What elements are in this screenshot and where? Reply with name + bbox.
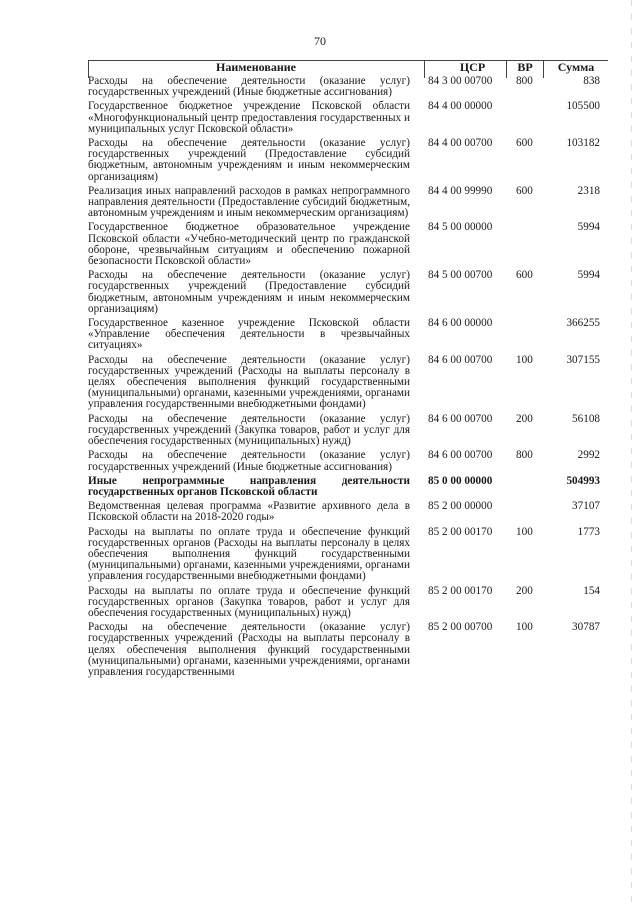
row-csr: 84 3 00 00700 — [428, 75, 493, 87]
table-header — [88, 58, 608, 76]
row-name: Расходы на выплаты по оплате труда и обеспечение функций государственных органов (Расходы на выплаты персоналу в целях обеспечения выполнения функций государственными (муниципальными) органами, казенными учреждениями, органами управления государственными внебюджетными фондами) — [88, 525, 410, 583]
row-name: Расходы на обеспечение деятельности (оказание услуг) государственных учреждений (Расходы на выплаты персоналу в целях обеспечения выполнения функций государственными (муниципальными) органами, казенными учреждениями, органами управления государственными внебюджетными фондами) — [88, 353, 410, 411]
row-sum: 5994 — [577, 269, 600, 282]
row-vr: 600 — [516, 269, 533, 282]
row-vr: 800 — [516, 75, 533, 87]
budget-table — [88, 58, 608, 678]
row-vr: 200 — [516, 584, 533, 597]
table-row — [88, 355, 608, 411]
row-vr: 100 — [516, 525, 533, 538]
table-row — [88, 222, 608, 267]
row-csr: 84 6 00 00000 — [428, 317, 493, 330]
row-sum: 366255 — [566, 317, 600, 330]
table-row — [88, 414, 608, 448]
scan-edge — [631, 0, 632, 905]
row-vr: 800 — [516, 449, 533, 462]
row-name: Государственное бюджетное образовательное учреждение Псковской области «Учебно-методический центр по гражданской обороне, чрезвычайным ситуациям и обеспечению пожарной безопасности Псковской области» — [88, 221, 410, 268]
row-sum: 2318 — [577, 184, 600, 197]
row-csr: 85 2 00 00000 — [428, 500, 493, 513]
row-vr: 200 — [516, 412, 533, 425]
row-name: Ведомственная целевая программа «Развитие архивного дела в Псковской области на 2018-2020 годы» — [88, 500, 410, 524]
row-sum: 56108 — [572, 412, 600, 425]
row-name: Расходы на выплаты по оплате труда и обеспечение функций государственных органов (Закупка товаров, работ и услуг для обеспечения государственных (муниципальных) нужд) — [88, 584, 410, 619]
row-sum: 2992 — [577, 449, 600, 462]
row-csr: 85 0 00 00000 — [428, 474, 493, 487]
row-sum: 103182 — [566, 137, 600, 150]
row-sum: 5994 — [577, 221, 600, 234]
table-row — [88, 476, 608, 498]
table-row — [88, 586, 608, 620]
table-row — [88, 622, 608, 678]
row-name: Расходы на обеспечение деятельности (оказание услуг) государственных учреждений (Предоставление субсидий бюджетным, автономным учреждениям и иным некоммерческим организациям) — [88, 269, 410, 315]
header-sum: Сумма — [557, 60, 595, 74]
row-csr: 84 6 00 00700 — [428, 353, 493, 366]
row-sum: 30787 — [572, 621, 600, 634]
table-row — [88, 138, 608, 183]
row-name: Расходы на обеспечение деятельности (оказание услуг) государственных учреждений (Предоставление субсидий бюджетным, автономным учреждениям и иным некоммерческим организациям) — [88, 137, 410, 183]
row-vr: 100 — [516, 621, 533, 634]
row-vr: 100 — [516, 353, 533, 366]
table-body — [88, 76, 608, 678]
row-sum: 307155 — [566, 353, 600, 366]
row-csr: 84 4 00 99990 — [428, 184, 493, 197]
header-vr: ВР — [517, 60, 533, 74]
row-name: Государственное казенное учреждение Псковской области «Управление обеспечения деятельности в чрезвычайных ситуациях» — [88, 317, 410, 352]
row-csr: 84 4 00 00000 — [428, 100, 493, 113]
row-csr: 85 2 00 00700 — [428, 621, 493, 634]
row-csr: 84 6 00 00700 — [428, 412, 493, 425]
row-sum: 504993 — [566, 474, 600, 487]
row-name: Расходы на обеспечение деятельности (оказание услуг) государственных учреждений (Иные бюджетные ассигнования) — [88, 75, 410, 99]
table-row — [88, 318, 608, 352]
row-name: Иные непрограммные направления деятельности государственных органов Псковской области — [88, 474, 410, 498]
row-sum: 105500 — [566, 100, 600, 113]
table-row — [88, 501, 608, 523]
header-csr: ЦСР — [459, 60, 486, 74]
table-row — [88, 186, 608, 220]
row-name: Расходы на обеспечение деятельности (оказание услуг) государственных учреждений (Иные бюджетные ассигнования) — [88, 449, 410, 473]
row-csr: 85 2 00 00170 — [428, 584, 493, 597]
header-name: Наименование — [216, 60, 296, 74]
header-bottom-border — [88, 60, 608, 61]
row-name: Расходы на обеспечение деятельности (оказание услуг) государственных учреждений (Закупка товаров, работ и услуг для обеспечения государственных (муниципальных) нужд) — [88, 412, 410, 448]
row-sum: 838 — [583, 75, 600, 87]
table-row — [88, 527, 608, 583]
row-name: Реализация иных направлений расходов в рамках непрограммного направления деятельности (Предоставление субсидий бюджетным, автономным учреждениям и иным некоммерческим организациям) — [88, 184, 410, 220]
row-sum: 1773 — [577, 525, 600, 538]
row-csr: 84 6 00 00700 — [428, 449, 493, 462]
page-number: 70 — [314, 34, 326, 48]
table-row — [88, 101, 608, 135]
table-row — [88, 76, 608, 98]
row-csr: 84 5 00 00000 — [428, 221, 493, 234]
row-csr: 85 2 00 00170 — [428, 525, 493, 538]
table-row — [88, 450, 608, 472]
row-csr: 84 5 00 00700 — [428, 269, 493, 282]
row-vr: 600 — [516, 184, 533, 197]
row-name: Государственное бюджетное учреждение Псковской области «Многофункциональный центр предоставления государственных и муниципальных услуг Псковской области» — [88, 100, 410, 135]
row-vr: 600 — [516, 137, 533, 150]
row-name: Расходы на обеспечение деятельности (оказание услуг) государственных учреждений (Расходы на выплаты персоналу в целях обеспечения выполнения функций государственными (муниципальными) органами, казенными учреждениями, органами управления государственными — [88, 621, 410, 678]
row-csr: 84 4 00 00700 — [428, 137, 493, 150]
row-sum: 37107 — [572, 500, 600, 513]
table-row — [88, 270, 608, 315]
row-sum: 154 — [583, 584, 600, 597]
